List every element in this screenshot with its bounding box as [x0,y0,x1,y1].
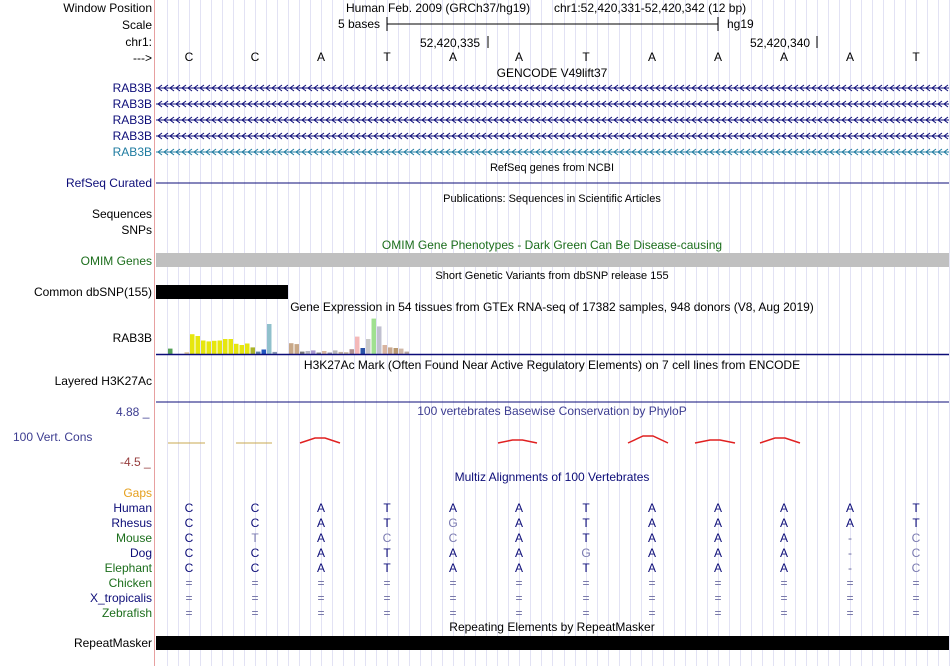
h3k27ac-track-title[interactable]: H3K27Ac Mark (Often Found Near Active Regulatory Elements) on 7 cell lines from ENCODE [303,358,801,372]
alignment-base: A [448,561,458,575]
gtex-tissue-bar [350,349,355,354]
alignment-base: A [845,516,855,530]
alignment-base: C [382,531,392,545]
gtex-tissue-bar [405,352,410,354]
alignment-base: A [316,561,326,575]
gtex-tissue-bar [399,349,404,354]
repeatmasker-feature-bar [156,636,949,650]
alignment-base: A [713,561,723,575]
dbsnp-label[interactable]: Common dbSNP(155) [33,285,152,299]
alignment-base: T [383,516,391,530]
gtex-label[interactable]: RAB3B [112,331,152,345]
omim-feature-bar [156,253,949,267]
gtex-tissue-bar [251,347,256,354]
gtex-tissue-bar [185,352,190,354]
gtex-tissue-bar [311,350,316,354]
phylop-max-label: 4.88 _ [116,405,150,419]
gtex-tissue-bar [201,341,206,355]
alignment-base: = [251,606,259,620]
alignment-base: A [779,561,789,575]
phylop-peak [760,438,800,443]
publications-track-title[interactable]: Publications: Sequences in Scientific Articles [443,193,661,205]
alignment-base: C [911,546,921,560]
phylop-min-label: -4.5 _ [120,455,151,469]
alignment-base: A [514,516,524,530]
chrom-label: chr1: [125,35,152,49]
alignment-base: = [185,576,193,590]
alignment-base: = [714,606,722,620]
gtex-tissue-bar [306,351,311,354]
alignment-base: A [316,531,326,545]
alignment-base: = [515,591,523,605]
alignment-base: - [848,531,852,545]
base-letter: A [448,50,458,64]
alignment-base: A [779,531,789,545]
gtex-tissue-bar [196,336,201,354]
gtex-tissue-bar [322,351,327,354]
alignment-base: A [316,546,326,560]
alignment-base: C [184,516,194,530]
base-letter: A [845,50,855,64]
alignment-base: T [582,531,590,545]
alignment-base: = [251,591,259,605]
species-label[interactable]: X_tropicalis [89,591,152,605]
alignment-base: A [647,531,657,545]
alignment-base: = [449,591,457,605]
window-position-label: Window Position [63,1,152,15]
alignment-base: C [250,561,260,575]
alignment-base: = [185,591,193,605]
alignment-base: A [316,501,326,515]
dbsnp-feature-bar [156,285,288,299]
alignment-base: A [514,561,524,575]
species-label[interactable]: Mouse [115,531,152,545]
scale-bar-text: 5 bases [338,17,381,31]
gtex-tissue-bar [339,352,344,354]
gencode-transcript-label[interactable]: RAB3B [112,113,152,127]
phylop-label[interactable]: 100 Vert. Cons [13,430,93,444]
alignment-base: A [316,516,326,530]
alignment-base: C [184,531,194,545]
phylop-track-title[interactable]: 100 vertebrates Basewise Conservation by PhyloP [417,404,687,418]
alignment-base: = [317,576,325,590]
coord-tick-label: 52,420,340 [750,36,811,50]
alignment-base: A [779,546,789,560]
gtex-tissue-bar [377,326,382,354]
phylop-peak [498,440,537,443]
alignment-base: = [515,606,523,620]
gtex-tissue-bar [273,352,278,354]
gtex-tissue-bar [366,339,371,354]
alignment-base: A [514,531,524,545]
alignment-base: A [779,501,789,515]
alignment-base: G [448,516,458,530]
phylop-peak [300,438,340,443]
gtex-tissue-bar [262,350,267,355]
gtex-tissue-bar [218,341,223,355]
gtex-tissue-bar [388,347,393,354]
species-label[interactable]: Human [113,501,152,515]
alignment-base: C [911,531,921,545]
alignment-base: = [846,606,854,620]
omim-track-title[interactable]: OMIM Gene Phenotypes - Dark Green Can Be Disease-causing [381,238,723,252]
refseq-label[interactable]: RefSeq Curated [65,176,152,190]
gtex-tissue-bar [190,334,195,354]
gencode-track-title[interactable]: GENCODE V49lift37 [496,66,608,80]
base-letter: T [383,50,391,64]
repeatmasker-track-title[interactable]: Repeating Elements by RepeatMasker [449,620,655,634]
alignment-base: = [648,576,656,590]
alignment-base: A [647,561,657,575]
alignment-base: = [714,576,722,590]
alignment-base: A [647,501,657,515]
db-name: hg19 [727,17,754,31]
species-label[interactable]: Chicken [108,576,152,590]
species-label[interactable]: Elephant [104,561,152,575]
gtex-tissue-bar [223,339,228,354]
gencode-transcript-label[interactable]: RAB3B [112,145,152,159]
h3k27ac-label[interactable]: Layered H3K27Ac [54,374,152,388]
alignment-base: C [250,546,260,560]
alignment-base: = [780,591,788,605]
alignment-base: = [515,576,523,590]
gtex-tissue-bar [168,349,173,354]
gtex-tissue-bar [267,324,272,354]
alignment-base: A [514,501,524,515]
alignment-base: T [251,531,259,545]
alignment-base: = [648,591,656,605]
alignment-base: A [647,546,657,560]
alignment-base: A [713,501,723,515]
publications-snps-label[interactable]: SNPs [121,223,152,237]
alignment-base: A [713,531,723,545]
alignment-base: = [912,606,920,620]
alignment-base: = [185,606,193,620]
alignment-base: = [714,591,722,605]
dbsnp-track-title[interactable]: Short Genetic Variants from dbSNP release 155 [435,270,669,282]
alignment-base: C [911,561,921,575]
alignment-base: T [912,516,920,530]
alignment-base: C [448,531,458,545]
alignment-base: C [250,501,260,515]
omim-label[interactable]: OMIM Genes [80,254,152,268]
species-label[interactable]: Rhesus [111,516,152,530]
gtex-tissue-bar [300,352,305,354]
alignment-base: C [184,501,194,515]
gencode-transcript-label[interactable]: RAB3B [112,81,152,95]
alignment-base: T [383,501,391,515]
gtex-tissue-bar [240,345,245,354]
gtex-tissue-bar [234,344,239,354]
alignment-base: = [912,576,920,590]
alignment-base: = [582,606,590,620]
alignment-base: G [581,546,591,560]
gtex-tissue-bar [295,344,300,354]
coord-tick-label: 52,420,335 [420,36,481,50]
gtex-tissue-bar [372,319,377,354]
alignment-base: C [184,546,194,560]
alignment-base: = [846,576,854,590]
alignment-base: A [779,516,789,530]
repeatmasker-label[interactable]: RepeatMasker [73,636,152,650]
base-letter: A [647,50,657,64]
base-letter: T [582,50,590,64]
alignment-base: = [449,606,457,620]
base-letter: A [316,50,326,64]
alignment-base: C [250,516,260,530]
publications-sequences-label[interactable]: Sequences [91,207,152,221]
alignment-base: = [383,591,391,605]
alignment-base: = [383,576,391,590]
gtex-tissue-bar [383,345,388,354]
alignment-base: A [713,516,723,530]
gtex-tissue-bar [361,348,366,354]
alignment-base: T [582,501,590,515]
gtex-tissue-bar [394,348,399,354]
alignment-base: = [582,576,590,590]
strand-label: ---> [133,51,152,65]
gtex-tissue-bar [245,344,250,355]
gtex-tissue-bar [355,337,360,354]
alignment-base: A [845,501,855,515]
alignment-base: = [317,606,325,620]
alignment-base: T [912,501,920,515]
alignment-base: A [514,546,524,560]
gtex-tissue-bar [229,339,234,354]
base-letter: A [713,50,723,64]
base-letter: A [514,50,524,64]
alignment-base: = [449,576,457,590]
gencode-transcript-label[interactable]: RAB3B [112,97,152,111]
alignment-base: A [713,546,723,560]
alignment-base: = [317,591,325,605]
base-letter: A [779,50,789,64]
alignment-base: = [846,591,854,605]
gtex-tissue-bar [212,341,217,354]
alignment-base: A [647,516,657,530]
gtex-tissue-bar [344,352,349,354]
base-letter: T [912,50,920,64]
alignment-base: = [251,576,259,590]
alignment-base: - [848,561,852,575]
base-letter: C [250,50,260,64]
gencode-transcript-label[interactable]: RAB3B [112,129,152,143]
gtex-track-title[interactable]: Gene Expression in 54 tissues from GTEx RNA-seq of 17382 samples, 948 donors (V8, Aug 2019) [290,300,814,314]
gtex-tissue-bar [256,352,261,354]
alignment-base: = [648,606,656,620]
alignment-base: - [848,546,852,560]
gtex-tissue-bar [289,343,294,354]
refseq-track-title[interactable]: RefSeq genes from NCBI [489,162,615,174]
alignment-base: A [448,501,458,515]
base-letter: C [184,50,194,64]
phylop-peak [628,436,668,443]
phylop-peak [695,440,735,443]
assembly-title: Human Feb. 2009 (GRCh37/hg19) [346,1,531,15]
alignment-base: T [383,546,391,560]
gaps-label: Gaps [123,486,152,500]
alignment-base: = [582,591,590,605]
alignment-base: T [582,516,590,530]
alignment-base: T [582,561,590,575]
gtex-tissue-bar [207,341,212,354]
position-range[interactable]: chr1:52,420,331-52,420,342 (12 bp) [554,1,747,15]
alignment-base: = [383,606,391,620]
species-label[interactable]: Zebrafish [101,606,152,620]
alignment-base: A [448,546,458,560]
alignment-base: T [383,561,391,575]
alignment-base: = [780,606,788,620]
gtex-tissue-bar [333,350,338,354]
scale-label: Scale [121,18,152,32]
alignment-base: C [184,561,194,575]
multiz-track-title[interactable]: Multiz Alignments of 100 Vertebrates [454,470,650,484]
species-label[interactable]: Dog [129,546,152,560]
alignment-base: = [912,591,920,605]
alignment-base: = [780,576,788,590]
